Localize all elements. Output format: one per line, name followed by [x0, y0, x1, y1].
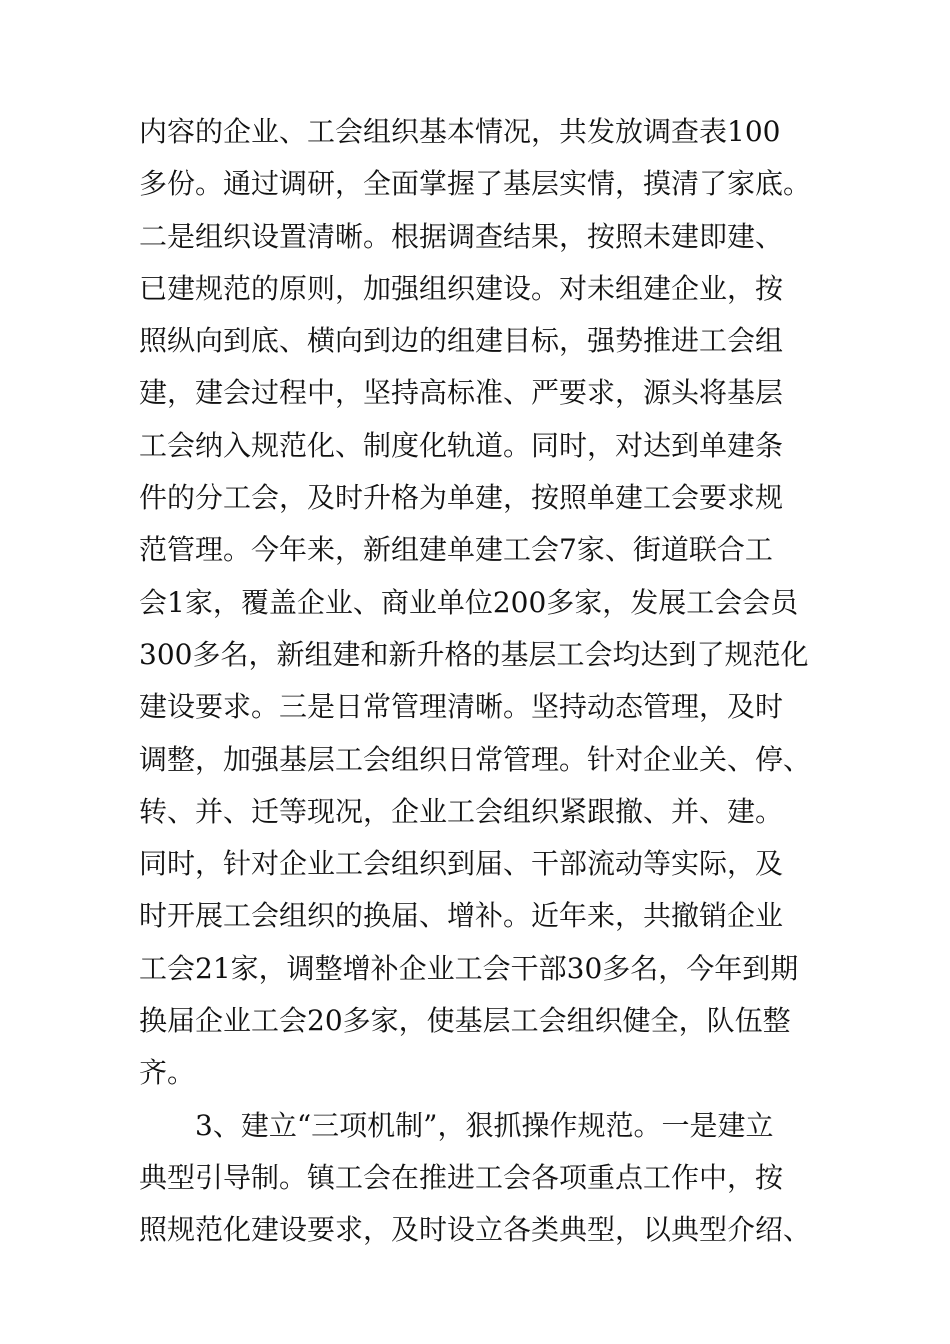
text-line-21: 典型引导制。镇工会在推进工会各项重点工作中，按 — [139, 1160, 784, 1194]
text-line-12: 建设要求。三是日常管理清晰。坚持动态管理，及时 — [139, 690, 784, 724]
text-line-18: 换届企业工会20多家，使基层工会组织健全，队伍整 — [139, 1004, 791, 1038]
paragraph-start-line: 3、建立“三项机制”，狠抓操作规范。一是建立 — [195, 1108, 774, 1142]
body-text — [139, 106, 839, 1257]
text-line-2: 多份。通过调研，全面掌握了基层实情，摸清了家底。 — [139, 167, 812, 201]
text-line-10: 会1家，覆盖企业、商业单位200多家，发展工会会员 — [139, 585, 799, 619]
text-line-6: 建，建会过程中，坚持高标准、严要求，源头将基层 — [139, 376, 784, 410]
text-line-7: 工会纳入规范化、制度化轨道。同时，对达到单建条 — [139, 428, 784, 462]
text-line-19: 齐。 — [139, 1056, 196, 1090]
text-line-22: 照规范化建设要求，及时设立各类典型，以典型介绍、 — [139, 1213, 812, 1247]
text-line-14: 转、并、迁等现况，企业工会组织紧跟撤、并、建。 — [139, 794, 784, 828]
text-line-16: 时开展工会组织的换届、增补。近年来，共撤销企业 — [139, 899, 784, 933]
text-line-9: 范管理。今年来，新组建单建工会7家、街道联合工 — [139, 533, 773, 567]
text-line-1: 内容的企业、工会组织基本情况，共发放调查表100 — [139, 115, 781, 148]
text-line-11: 300多名，新组建和新升格的基层工会均达到了规范化 — [139, 637, 809, 671]
text-line-13: 调整，加强基层工会组织日常管理。针对企业关、停、 — [139, 742, 812, 776]
text-line-8: 件的分工会，及时升格为单建，按照单建工会要求规 — [139, 481, 784, 515]
text-line-4: 已建规范的原则，加强组织建设。对未组建企业，按 — [139, 271, 784, 305]
text-line-17: 工会21家，调整增补企业工会干部30多名，今年到期 — [139, 951, 799, 985]
text-line-3: 二是组织设置清晰。根据调查结果，按照未建即建、 — [139, 219, 784, 253]
text-line-15: 同时，针对企业工会组织到届、干部流动等实际，及 — [139, 847, 784, 881]
text-line-5: 照纵向到底、横向到边的组建目标，强势推进工会组 — [139, 324, 784, 358]
